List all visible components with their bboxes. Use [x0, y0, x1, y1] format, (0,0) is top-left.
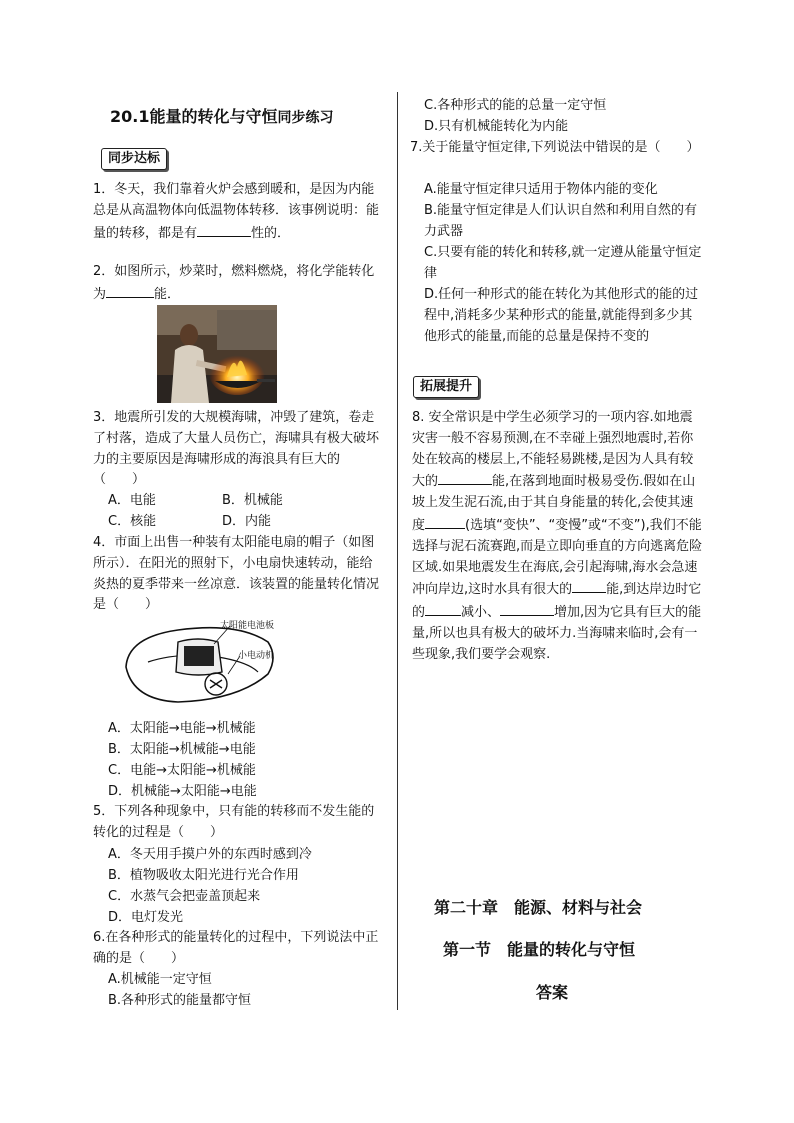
q6-option-d[interactable]: D.只有机械能转化为内能 [424, 119, 569, 134]
question-3: 3．地震所引发的大规模海啸，冲毁了建筑，卷走了村落，造成了大量人员伤亡，海啸具有极大破坏力的主要原因是海啸形成的海浪具有巨大的（ ） [93, 410, 380, 488]
answer-blank[interactable] [425, 601, 461, 616]
answer-blank[interactable] [572, 578, 606, 593]
q7-option-d[interactable]: D.任何一种形式的能在转化为其他形式的能的过程中,消耗多少某种形式的能量,就能得到多少其他形式的能量,而能的总量是保持不变的 [424, 287, 699, 344]
question-6: 6.在各种形式的能量转化的过程中，下列说法中正确的是（ ） [93, 930, 379, 966]
answer-chapter-title: 第二十章 能源、材料与社会 [434, 898, 643, 917]
answer-blank[interactable] [438, 470, 492, 485]
title-main: 20.1能量的转化与守恒 [110, 107, 278, 126]
q5-option-a[interactable]: A．冬天用手摸户外的东西时感到冷 [108, 847, 312, 862]
q4-option-b[interactable]: B．太阳能→机械能→电能 [108, 742, 256, 757]
section-badge-extend: 拓展提升 [413, 376, 479, 398]
question-5: 5．下列各种现象中，只有能的转移而不发生能的转化的过程是（ ） [93, 804, 375, 840]
answer-blank[interactable] [106, 283, 154, 298]
section-badge-sync: 同步达标 [101, 148, 167, 170]
q3-option-a[interactable]: A．电能 [108, 493, 156, 508]
q6-option-a[interactable]: A.机械能一定守恒 [108, 972, 212, 987]
answer-blank[interactable] [197, 222, 251, 237]
answer-blank[interactable] [425, 514, 465, 529]
cooking-photo [157, 305, 277, 403]
q7-option-b[interactable]: B.能量守恒定律是人们认识自然和利用自然的有力武器 [424, 203, 698, 239]
q7-option-a[interactable]: A.能量守恒定律只适用于物体内能的变化 [424, 182, 658, 197]
question-8: 8. 安全常识是中学生必须学习的一项内容.如地震灾害一般不容易预测,在不幸碰上强烈地震时,若你处在较高的楼层上,不能轻易跳楼,是因为人具有较大的 能,在落到地面时极易受伤.假如在山坡上发生泥石流,由于其自身能量的转化,会使其速度 (选填“变快”、“变慢”或“不变”),我们不能选择与泥石流赛跑,而是立即向垂直的方向逃离危险区域.如果地震发生在海底,会引起海啸,海水会急速冲向岸边,这时水具有很大的 能,到达岸边时它的 减小、 增加,因为它具有巨大的能量,所以也具有极大的破坏力.当海啸来临时,会有一些现象,我们要学会观察. [412, 410, 703, 662]
title-suffix: 同步练习 [277, 110, 334, 126]
q6-option-b[interactable]: B.各种形式的能量都守恒 [108, 993, 252, 1008]
page-title [110, 104, 380, 127]
q7-option-c[interactable]: C.只要有能的转化和转移,就一定遵从能量守恒定律 [424, 245, 702, 281]
answer-blank[interactable] [500, 601, 554, 616]
question-2: 2．如图所示，炒菜时，燃料燃烧，将化学能转化为 能． [93, 264, 375, 302]
solar-hat-figure [118, 612, 308, 712]
answer-section-title: 第一节 能量的转化与守恒 [443, 940, 636, 959]
q5-option-d[interactable]: D．电灯发光 [108, 910, 184, 925]
q6-option-c[interactable]: C.各种形式的能的总量一定守恒 [424, 98, 607, 113]
q4-option-d[interactable]: D．机械能→太阳能→电能 [108, 784, 257, 799]
figure-label-solar-panel: 太阳能电池板 [220, 621, 275, 631]
q4-option-a[interactable]: A．太阳能→电能→机械能 [108, 721, 256, 736]
answer-label: 答案 [536, 983, 569, 1002]
question-4: 4．市面上出售一种装有太阳能电扇的帽子（如图所示）．在阳光的照射下，小电扇快速转动，能给炎热的夏季带来一丝凉意．该装置的能量转化情况是（ ） [93, 535, 380, 613]
q3-option-d[interactable]: D．内能 [222, 514, 272, 529]
figure-label-motor: 小电动机 [238, 651, 275, 661]
question-1: 1．冬天，我们靠着火炉会感到暖和，是因为内能总是从高温物体向低温物体转移．该事例说明：能量的转移，都是有 性的． [93, 182, 380, 241]
q5-option-b[interactable]: B．植物吸收太阳光进行光合作用 [108, 868, 299, 883]
q3-option-b[interactable]: B．机械能 [222, 493, 283, 508]
q5-option-c[interactable]: C．水蒸气会把壶盖顶起来 [108, 889, 261, 904]
question-7: 7.关于能量守恒定律,下列说法中错误的是（ ） [410, 140, 700, 155]
q3-option-c[interactable]: C．核能 [108, 514, 157, 529]
column-divider [397, 92, 398, 1010]
q4-option-c[interactable]: C．电能→太阳能→机械能 [108, 763, 256, 778]
